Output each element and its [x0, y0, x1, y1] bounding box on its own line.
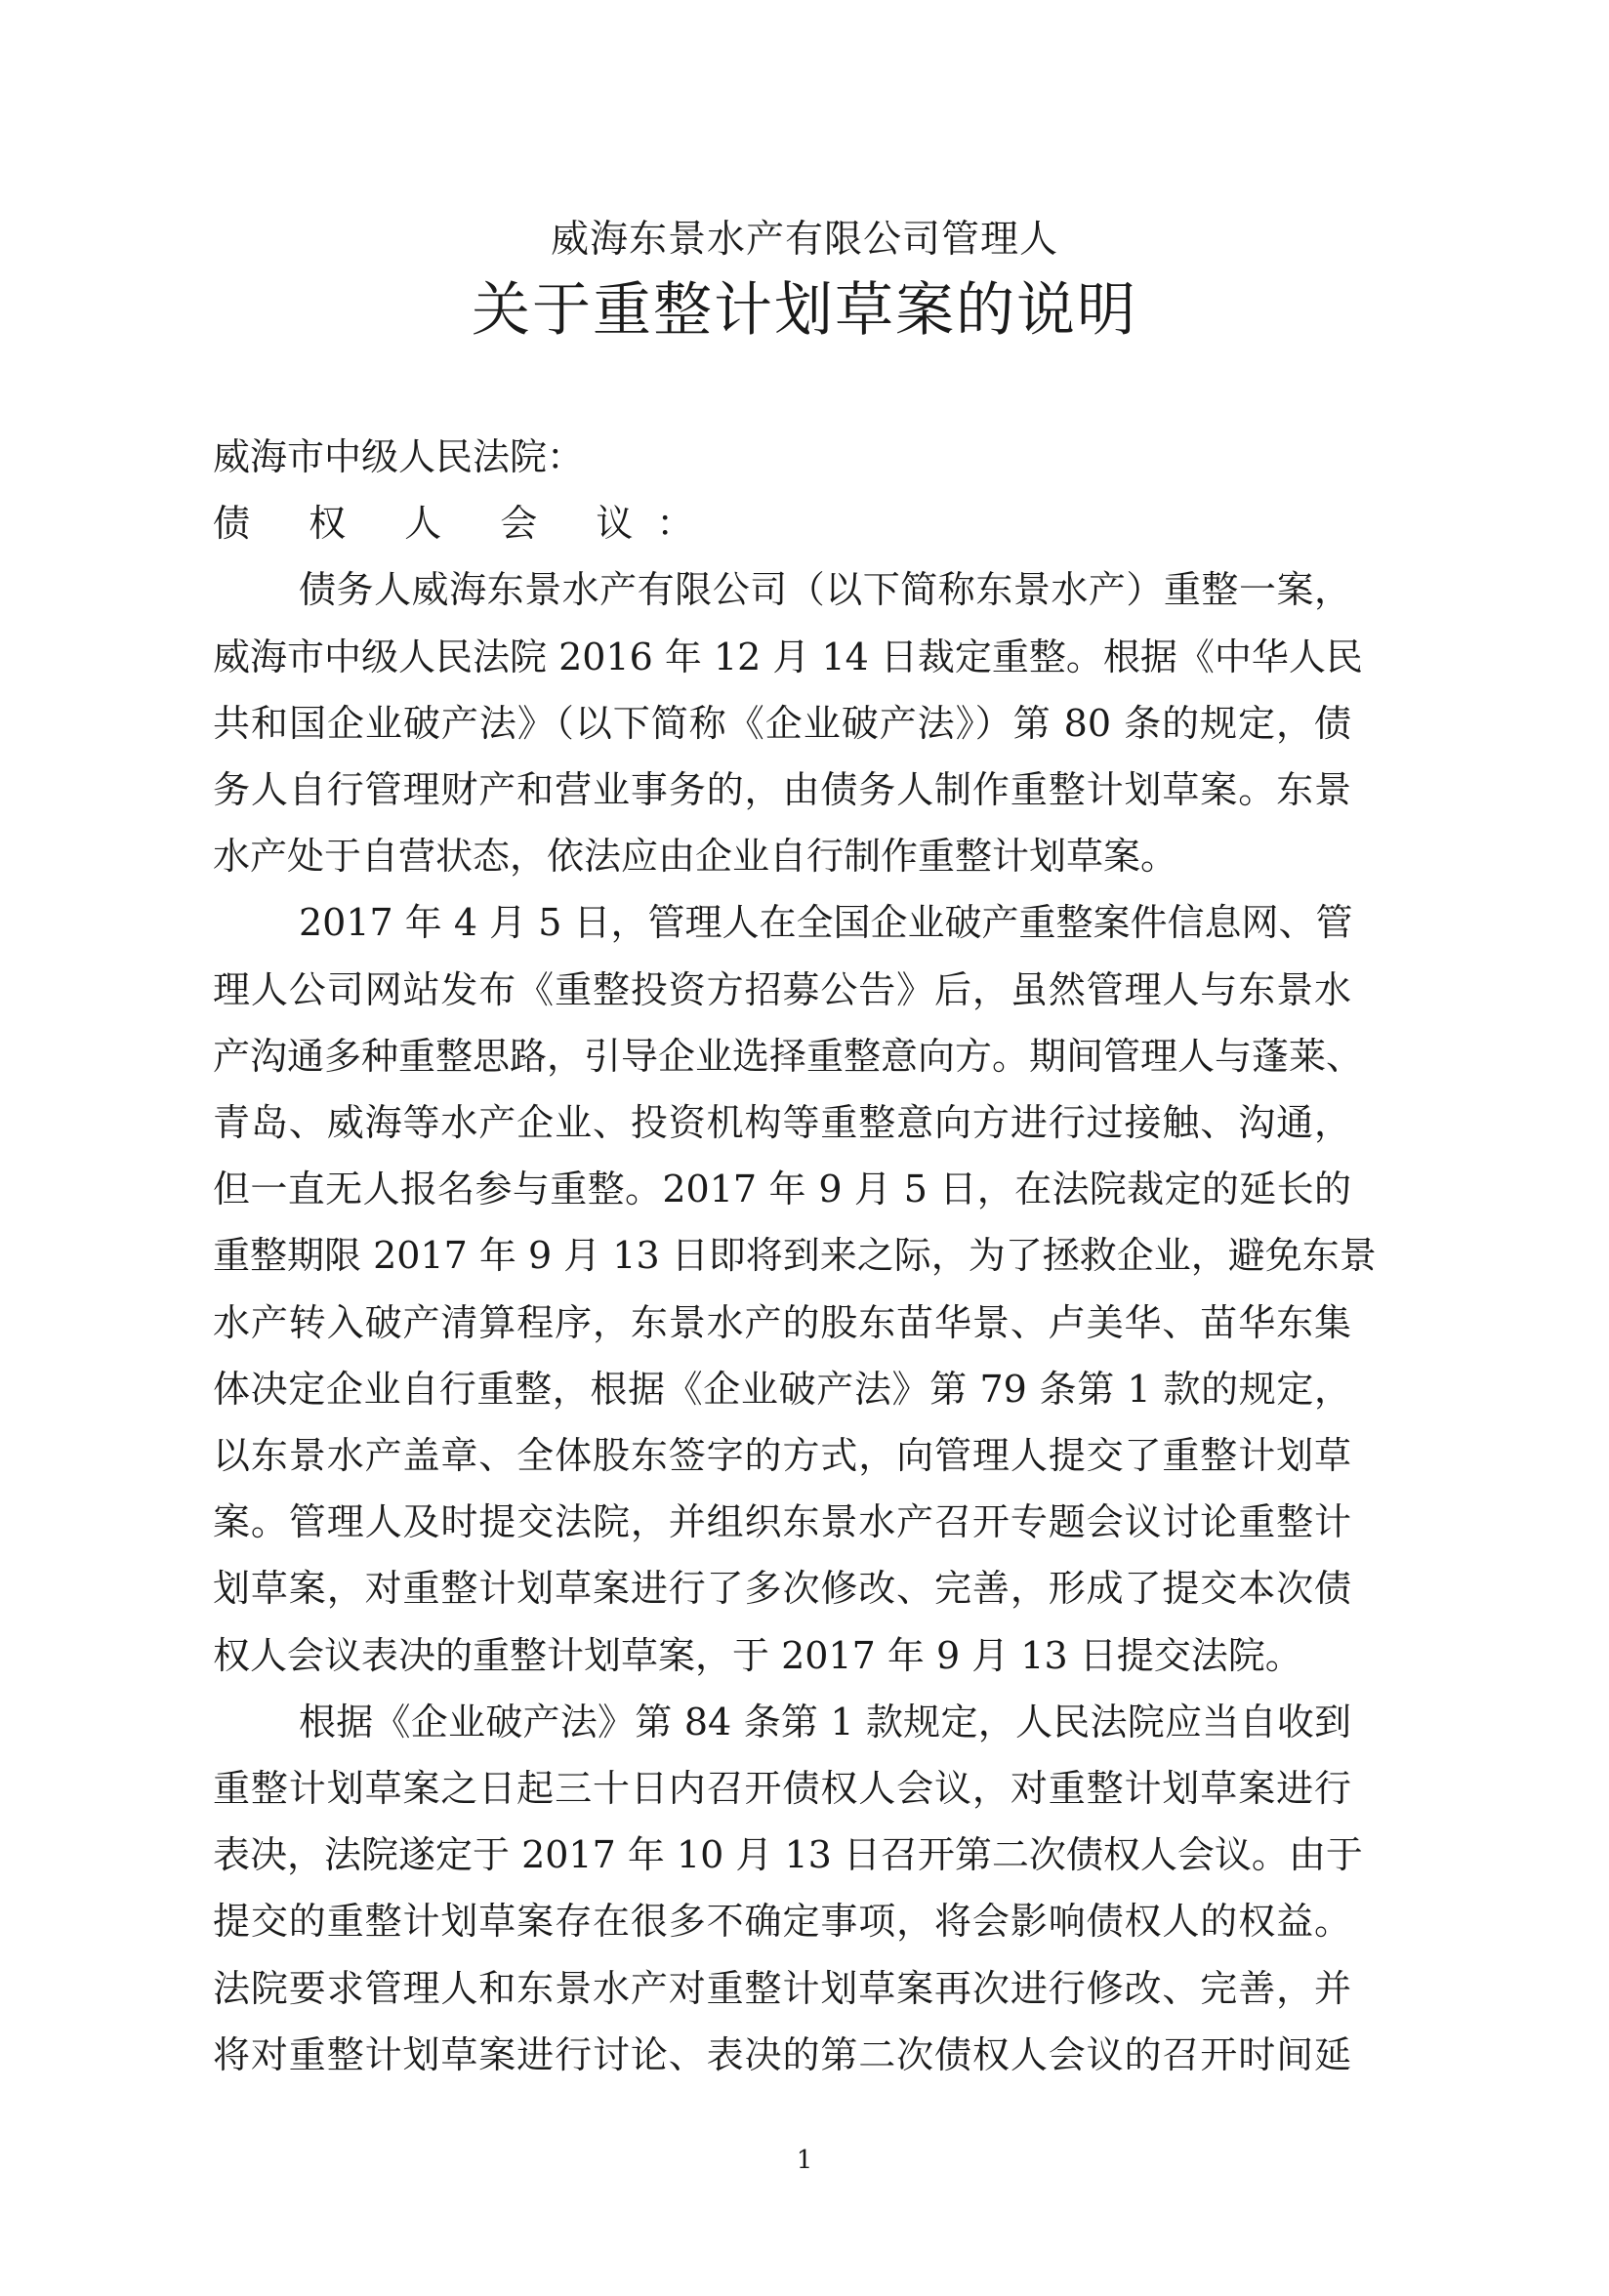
body-line: 法院要求管理人和东景水产对重整计划草案再次进行修改、完善，并: [213, 1966, 1351, 2010]
body-line: 权人会议表决的重整计划草案，于 2017 年 9 月 13 日提交法院。: [213, 1633, 1302, 1677]
body-line: 重整计划草案之日起三十日内召开债权人会议，对重整计划草案进行: [213, 1767, 1351, 1811]
document-subtitle: 威海东景水产有限公司管理人: [550, 218, 1058, 262]
body-line: 产沟通多种重整思路，引导企业选择重整意向方。期间管理人与蓬莱、: [213, 1034, 1364, 1078]
body-line: 水产转入破产清算程序，东景水产的股东苗华景、卢美华、苗华东集: [213, 1300, 1351, 1344]
body-line: 重整期限 2017 年 9 月 13 日即将到来之际，为了拯救企业，避免东景: [213, 1234, 1377, 1278]
addressee-court: 威海市中级人民法院：: [213, 435, 585, 478]
body-line: 划草案，对重整计划草案进行了多次修改、完善，形成了提交本次债: [213, 1567, 1351, 1611]
body-line: 体决定企业自行重整，根据《企业破产法》第 79 条第 1 款的规定，: [213, 1367, 1351, 1411]
page-number: 1: [796, 2146, 813, 2175]
body-line: 理人公司网站发布《重整投资方招募公告》后，虽然管理人与东景水: [213, 967, 1351, 1011]
body-line: 青岛、威海等水产企业、投资机构等重整意向方进行过接触、沟通，: [213, 1101, 1351, 1145]
body-line: 表决，法院遂定于 2017 年 10 月 13 日召开第二次债权人会议。由于: [213, 1833, 1363, 1877]
body-line: 将对重整计划草案进行讨论、表决的第二次债权人会议的召开时间延: [213, 2032, 1351, 2076]
body-line: 务人自行管理财产和营业事务的，由债务人制作重整计划草案。东景: [213, 768, 1351, 812]
body-line: 共和国企业破产法》（以下简称《企业破产法》）第 80 条的规定，债: [213, 701, 1351, 745]
document-title: 关于重整计划草案的说明: [472, 276, 1137, 345]
body-line: 提交的重整计划草案存在很多不确定事项，将会影响债权人的权益。: [213, 1900, 1351, 1944]
addressee-creditors: 债 权 人 会 议：: [213, 502, 718, 546]
body-line: 以东景水产盖章、全体股东签字的方式，向管理人提交了重整计划草: [213, 1434, 1351, 1478]
body-line: 债务人威海东景水产有限公司（以下简称东景水产）重整一案，: [299, 568, 1351, 612]
body-line: 根据《企业破产法》第 84 条第 1 款规定，人民法院应当自收到: [299, 1700, 1351, 1743]
body-line: 案。管理人及时提交法院，并组织东景水产召开专题会议讨论重整计: [213, 1500, 1351, 1544]
document-body: [213, 424, 1377, 2088]
body-line: 威海市中级人民法院 2016 年 12 月 14 日裁定重整。根据《中华人民: [213, 635, 1363, 678]
body-line: 但一直无人报名参与重整。2017 年 9 月 5 日，在法院裁定的延长的: [213, 1168, 1351, 1211]
body-line: 水产处于自营状态，依法应由企业自行制作重整计划草案。: [213, 835, 1178, 879]
body-line: 2017 年 4 月 5 日，管理人在全国企业破产重整案件信息网、管: [299, 901, 1353, 945]
